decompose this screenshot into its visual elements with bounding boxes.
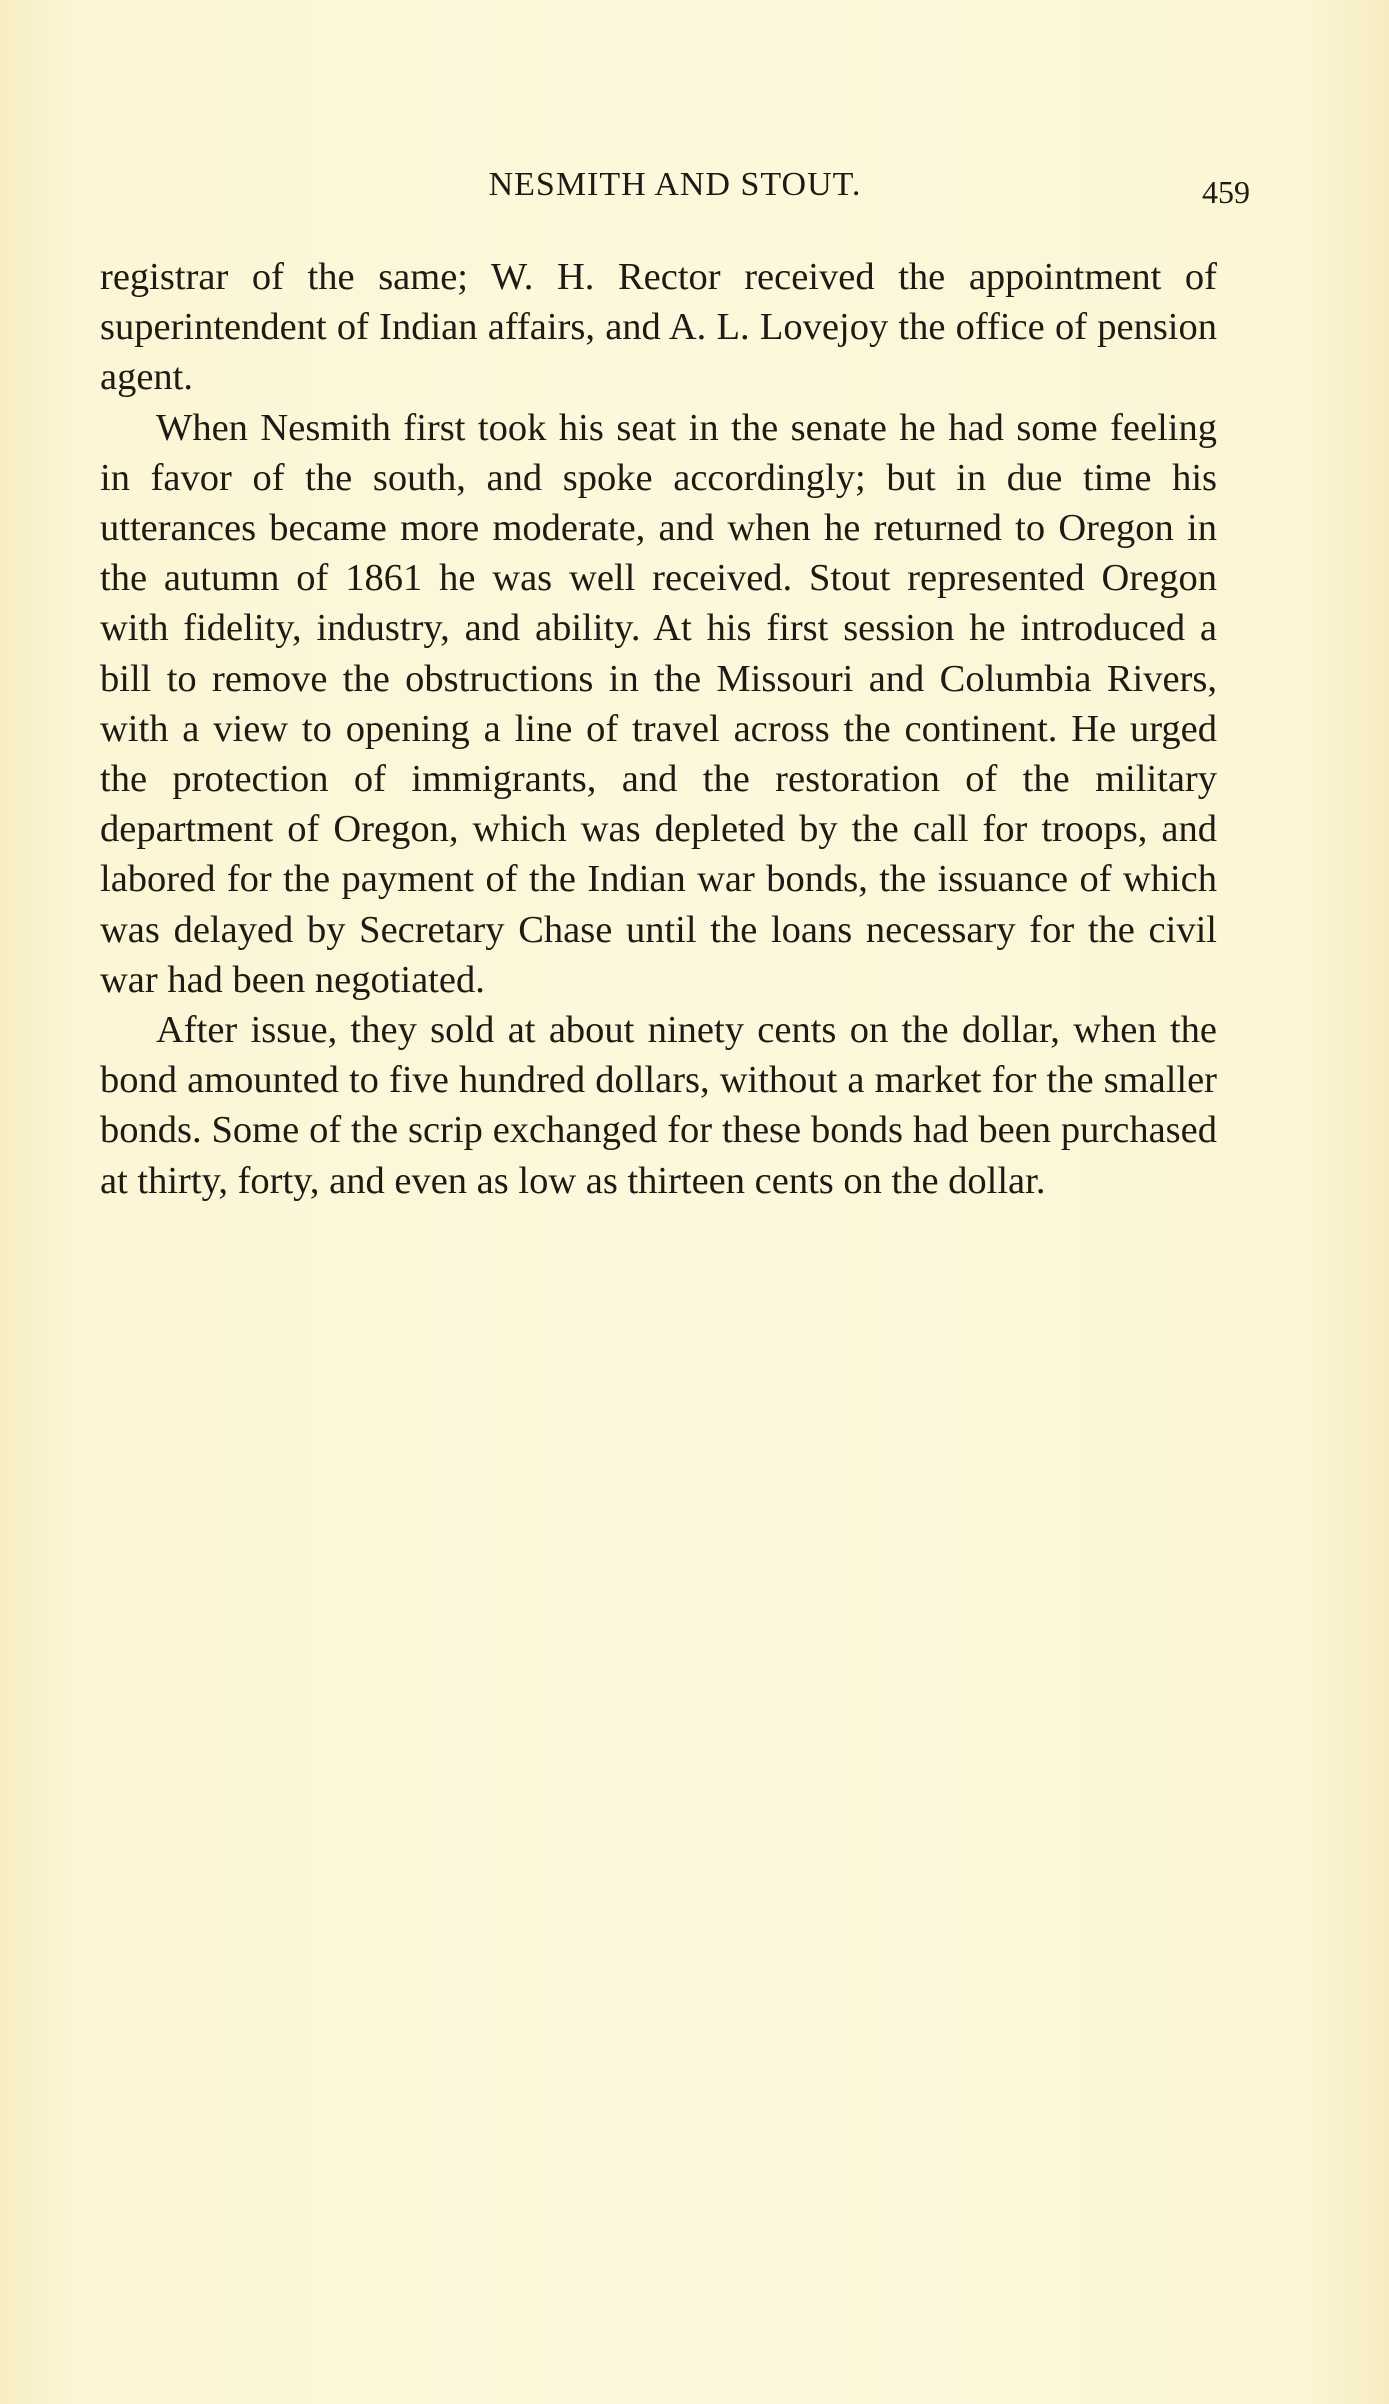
paragraph-3: After issue, they sold at about ninety cents on the dollar, when the bond amounted to five hundred dollars, without a market for the smaller bonds. Some of the scrip exchanged for these bonds had been purchased at thirty, forty, and even as low as thirteen cents on the dollar. — [100, 1009, 1217, 1202]
paragraph-2: When Nesmith first took his seat in the senate he had some feeling in favor of the south, and spoke accordingly; but in due time his utterances became more moderate, and when he returned to Oregon in the autumn of 1861 he was well received. Stout represented Oregon with fidelity, industry, and ability. At his first session he introduced a bill to remove the obstructions in the Missouri and Columbia Rivers, with a view to opening a line of travel across the continent. He urged the protection of immigrants, and the restoration of the military department of Oregon, which was depleted by the call for troops, and labored for the payment of the Indian war bonds, the issuance of which was delayed by Secretary Chase until the loans necessary for the civil war had been negotiated. — [100, 406, 1217, 1001]
body-text — [100, 252, 1217, 1206]
page-number: 459 — [1202, 174, 1250, 210]
paragraph-1: registrar of the same; W. H. Rector received the appointment of superintendent of Indian affairs, and A. L. Lovejoy the office of pension agent. — [100, 256, 1217, 399]
running-title: NESMITH AND STOUT. — [488, 166, 862, 203]
running-head — [100, 166, 1250, 210]
